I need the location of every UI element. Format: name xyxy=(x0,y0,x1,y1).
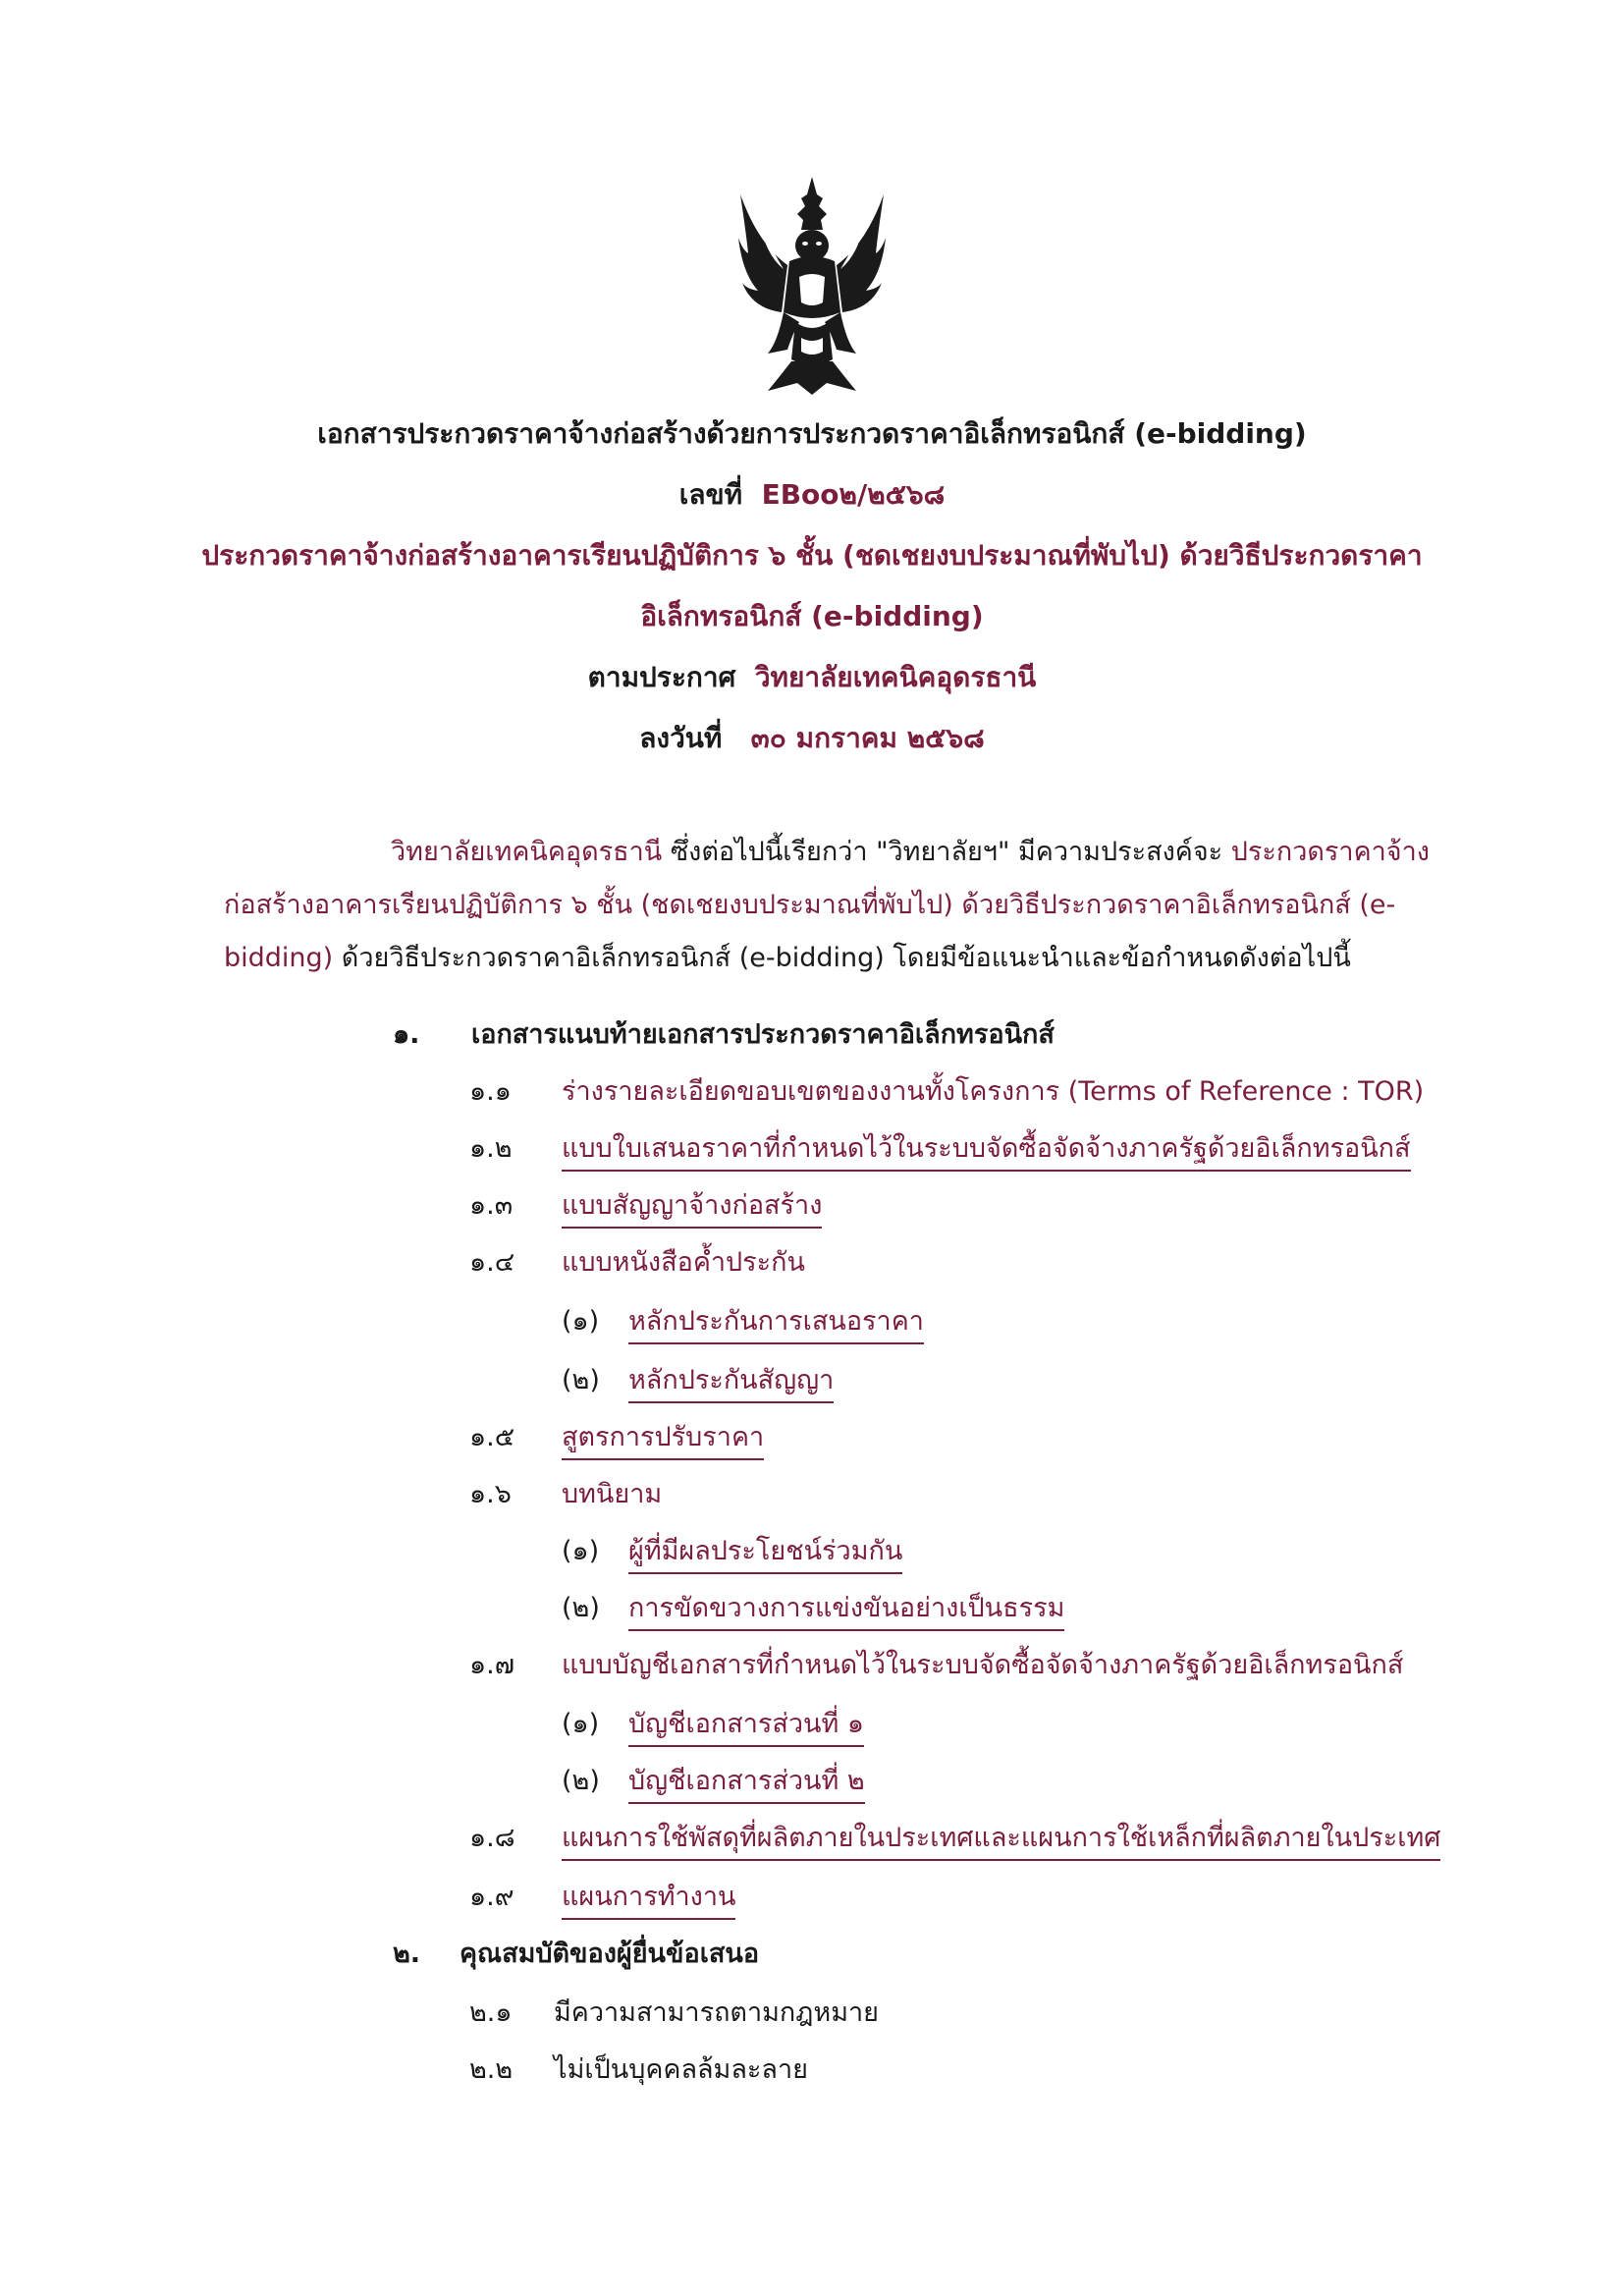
item-1-6: ๑.๖ บทนิยาม xyxy=(469,1479,663,1509)
garuda-emblem-icon xyxy=(738,175,886,396)
item-1-4: ๑.๔ แบบหนังสือค้ำประกัน xyxy=(469,1247,805,1278)
item-1-4-2: (๒) หลักประกันสัญญา xyxy=(562,1361,834,1400)
item-1-7-1: (๑) บัญชีเอกสารส่วนที่ ๑ xyxy=(562,1705,864,1744)
project-title-line-2: อิเล็กทรอนิกส์ (e-bidding) xyxy=(640,600,984,632)
item-1-6-2: (๒) การขัดขวางการแข่งขันอย่างเป็นธรรม xyxy=(562,1589,1064,1628)
doc-no-value: EBoo๒/๒๕๖๘ xyxy=(761,478,946,511)
doc-no-label: เลขที่ xyxy=(678,478,743,511)
announce-org: วิทยาลัยเทคนิคอุดรธานี xyxy=(754,661,1037,693)
item-2-1: ๒.๑ มีความสามารถตามกฎหมาย xyxy=(469,1997,879,2028)
item-1-2: ๑.๒ แบบใบเสนอราคาที่กำหนดไว้ในระบบจัดซื้อจัดจ้างภาครัฐด้วยอิเล็กทรอนิกส์ xyxy=(469,1129,1411,1169)
project-title-line-1: ประกวดราคาจ้างก่อสร้างอาคารเรียนปฏิบัติการ ๖ ชั้น (ชดเชยงบประมาณที่พับไป) ด้วยวิธีประกวดราคา xyxy=(201,539,1423,572)
item-1-8: ๑.๘ แผนการใช้พัสดุที่ผลิตภายในประเทศและแผนการใช้เหล็กที่ผลิตภายในประเทศ xyxy=(469,1819,1440,1858)
item-1-7: ๑.๗ แบบบัญชีเอกสารที่กำหนดไว้ในระบบจัดซื้อจัดจ้างภาครัฐด้วยอิเล็กทรอนิกส์ xyxy=(469,1650,1404,1680)
intro-line-1: วิทยาลัยเทคนิคอุดรธานี ซึ่งต่อไปนี้เรียกว่า "วิทยาลัยฯ" มีความประสงค์จะ ประกวดราคาจ้าง xyxy=(391,837,1430,867)
item-1-4-1: (๑) หลักประกันการเสนอราคา xyxy=(562,1302,924,1341)
date-value: ๓๐ มกราคม ๒๕๖๘ xyxy=(750,722,985,754)
section-1-heading: ๑. เอกสารแนบท้ายเอกสารประกวดราคาอิเล็กทรอนิกส์ xyxy=(393,1019,1055,1050)
announcement-line xyxy=(0,658,1624,697)
item-1-1: ๑.๑ ร่างรายละเอียดขอบเขตของงานทั้งโครงการ (Terms of Reference : TOR) xyxy=(469,1076,1425,1107)
item-1-9: ๑.๙ แผนการทำงาน xyxy=(469,1878,735,1917)
document-number xyxy=(0,475,1624,515)
item-1-3: ๑.๓ แบบสัญญาจ้างก่อสร้าง xyxy=(469,1186,822,1226)
intro-paragraph xyxy=(224,833,1461,978)
title-line-1: เอกสารประกวดราคาจ้างก่อสร้างด้วยการประกวดราคาอิเล็กทรอนิกส์ (e-bidding) xyxy=(317,417,1307,450)
date-line xyxy=(0,719,1624,758)
announce-label: ตามประกาศ xyxy=(587,661,736,693)
item-1-7-2: (๒) บัญชีเอกสารส่วนที่ ๒ xyxy=(562,1762,865,1801)
section-2-heading: ๒. คุณสมบัติของผู้ยื่นข้อเสนอ xyxy=(393,1939,760,1969)
item-1-5: ๑.๕ สูตรการปรับราคา xyxy=(469,1418,764,1457)
intro-line-3: bidding) ด้วยวิธีประกวดราคาอิเล็กทรอนิกส์ (e-bidding) โดยมีข้อแนะนำและข้อกำหนดดังต่อไปนี้ xyxy=(224,943,1351,973)
item-2-2: ๒.๒ ไม่เป็นบุคคลล้มละลาย xyxy=(469,2054,808,2085)
intro-line-2: ก่อสร้างอาคารเรียนปฏิบัติการ ๖ ชั้น (ชดเชยงบประมาณที่พับไป) ด้วยวิธีประกวดราคาอิเล็กทรอนิกส์ (e- xyxy=(224,890,1396,920)
date-label: ลงวันที่ xyxy=(639,722,723,754)
item-1-6-1: (๑) ผู้ที่มีผลประโยชน์ร่วมกัน xyxy=(562,1532,902,1571)
document-title xyxy=(0,414,1624,454)
